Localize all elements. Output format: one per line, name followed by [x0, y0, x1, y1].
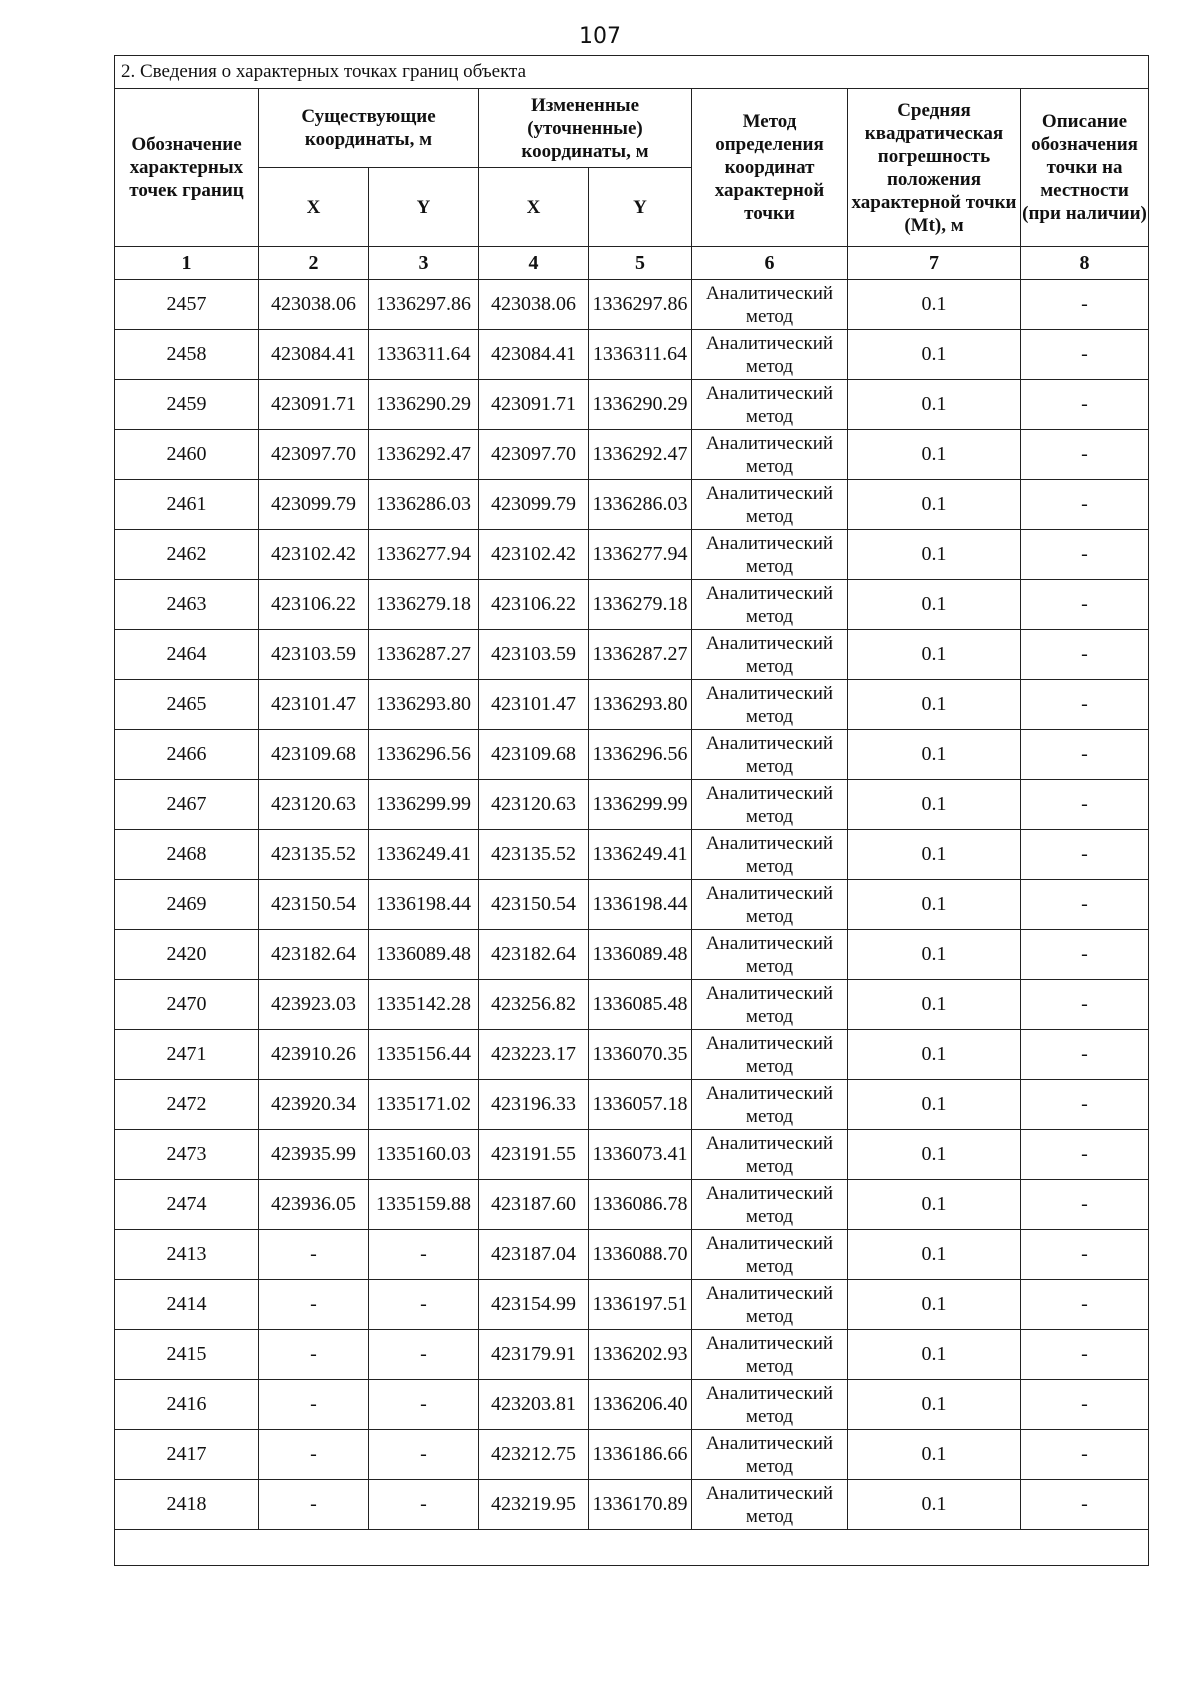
changed-x-cell: 423154.99 [479, 1280, 589, 1330]
section-title: 2. Сведения о характерных точках границ объекта [115, 56, 1149, 89]
existing-x-cell: - [259, 1480, 369, 1530]
description-cell: - [1021, 980, 1149, 1030]
header-rmse: Средняя квадратическая погрешность положения характерной точки (Mt), м [848, 89, 1021, 247]
table-row [115, 1480, 1149, 1530]
rmse-cell: 0.1 [848, 1330, 1021, 1380]
description-cell: - [1021, 730, 1149, 780]
table-row [115, 1180, 1149, 1230]
header-changed-coords: Измененные (уточненные) координаты, м [479, 89, 692, 168]
changed-y-cell: 1336286.03 [589, 480, 692, 530]
existing-x-cell: - [259, 1380, 369, 1430]
existing-x-cell: 423923.03 [259, 980, 369, 1030]
column-number: 8 [1021, 247, 1149, 280]
changed-y-cell: 1336311.64 [589, 330, 692, 380]
method-cell: Аналитический метод [692, 1130, 848, 1180]
existing-x-cell: - [259, 1230, 369, 1280]
description-cell: - [1021, 380, 1149, 430]
existing-y-cell: - [369, 1280, 479, 1330]
description-cell: - [1021, 880, 1149, 930]
point-id-cell: 2418 [115, 1480, 259, 1530]
changed-y-cell: 1336197.51 [589, 1280, 692, 1330]
existing-y-cell: - [369, 1380, 479, 1430]
point-id-cell: 2464 [115, 630, 259, 680]
rmse-cell: 0.1 [848, 1180, 1021, 1230]
rmse-cell: 0.1 [848, 1480, 1021, 1530]
existing-x-cell: 423106.22 [259, 580, 369, 630]
changed-y-cell: 1336299.99 [589, 780, 692, 830]
description-cell: - [1021, 830, 1149, 880]
table-row [115, 330, 1149, 380]
changed-x-cell: 423196.33 [479, 1080, 589, 1130]
table-body [115, 280, 1149, 1530]
changed-y-cell: 1336073.41 [589, 1130, 692, 1180]
rmse-cell: 0.1 [848, 630, 1021, 680]
changed-x-cell: 423256.82 [479, 980, 589, 1030]
table-row [115, 1080, 1149, 1130]
method-cell: Аналитический метод [692, 1280, 848, 1330]
existing-x-cell: 423935.99 [259, 1130, 369, 1180]
rmse-cell: 0.1 [848, 1230, 1021, 1280]
description-cell: - [1021, 1230, 1149, 1280]
point-id-cell: 2465 [115, 680, 259, 730]
existing-y-cell: 1336293.80 [369, 680, 479, 730]
changed-x-cell: 423084.41 [479, 330, 589, 380]
rmse-cell: 0.1 [848, 530, 1021, 580]
rmse-cell: 0.1 [848, 1280, 1021, 1330]
boundary-points-table [114, 55, 1149, 1566]
existing-x-cell: 423091.71 [259, 380, 369, 430]
point-id-cell: 2461 [115, 480, 259, 530]
method-cell: Аналитический метод [692, 1430, 848, 1480]
point-id-cell: 2472 [115, 1080, 259, 1130]
header-designation: Обозначение характерных точек границ [115, 89, 259, 247]
method-cell: Аналитический метод [692, 680, 848, 730]
changed-y-cell: 1336198.44 [589, 880, 692, 930]
existing-x-cell: 423135.52 [259, 830, 369, 880]
method-cell: Аналитический метод [692, 430, 848, 480]
description-cell: - [1021, 1130, 1149, 1180]
existing-y-cell: 1336249.41 [369, 830, 479, 880]
table-row [115, 1030, 1149, 1080]
changed-y-cell: 1336287.27 [589, 630, 692, 680]
method-cell: Аналитический метод [692, 330, 848, 380]
existing-x-cell: 423936.05 [259, 1180, 369, 1230]
existing-y-cell: - [369, 1330, 479, 1380]
point-id-cell: 2457 [115, 280, 259, 330]
rmse-cell: 0.1 [848, 1030, 1021, 1080]
point-id-cell: 2467 [115, 780, 259, 830]
changed-y-cell: 1336292.47 [589, 430, 692, 480]
table-row [115, 1380, 1149, 1430]
changed-y-cell: 1336296.56 [589, 730, 692, 780]
point-id-cell: 2468 [115, 830, 259, 880]
changed-y-cell: 1336290.29 [589, 380, 692, 430]
existing-x-cell: 423038.06 [259, 280, 369, 330]
rmse-cell: 0.1 [848, 880, 1021, 930]
point-id-cell: 2462 [115, 530, 259, 580]
description-cell: - [1021, 430, 1149, 480]
existing-y-cell: - [369, 1480, 479, 1530]
existing-x-cell: 423097.70 [259, 430, 369, 480]
header-method: Метод определения координат характерной точки [692, 89, 848, 247]
column-number: 5 [589, 247, 692, 280]
rmse-cell: 0.1 [848, 580, 1021, 630]
method-cell: Аналитический метод [692, 980, 848, 1030]
table-row [115, 1430, 1149, 1480]
rmse-cell: 0.1 [848, 730, 1021, 780]
changed-x-cell: 423109.68 [479, 730, 589, 780]
description-cell: - [1021, 780, 1149, 830]
changed-x-cell: 423091.71 [479, 380, 589, 430]
changed-x-cell: 423182.64 [479, 930, 589, 980]
existing-y-cell: 1335160.03 [369, 1130, 479, 1180]
table-row [115, 780, 1149, 830]
header-existing-y: Y [369, 168, 479, 247]
rmse-cell: 0.1 [848, 380, 1021, 430]
rmse-cell: 0.1 [848, 930, 1021, 980]
existing-y-cell: 1336286.03 [369, 480, 479, 530]
table-row [115, 930, 1149, 980]
changed-y-cell: 1336057.18 [589, 1080, 692, 1130]
table-row [115, 580, 1149, 630]
method-cell: Аналитический метод [692, 780, 848, 830]
point-id-cell: 2420 [115, 930, 259, 980]
table-row [115, 1230, 1149, 1280]
header-changed-y: Y [589, 168, 692, 247]
rmse-cell: 0.1 [848, 330, 1021, 380]
existing-x-cell: - [259, 1430, 369, 1480]
existing-y-cell: 1336089.48 [369, 930, 479, 980]
description-cell: - [1021, 1030, 1149, 1080]
point-id-cell: 2470 [115, 980, 259, 1030]
header-description: Описание обозначения точки на местности (при наличии) [1021, 89, 1149, 247]
description-cell: - [1021, 480, 1149, 530]
point-id-cell: 2473 [115, 1130, 259, 1180]
existing-y-cell: 1336296.56 [369, 730, 479, 780]
existing-y-cell: 1336279.18 [369, 580, 479, 630]
changed-y-cell: 1336089.48 [589, 930, 692, 980]
changed-x-cell: 423191.55 [479, 1130, 589, 1180]
changed-y-cell: 1336249.41 [589, 830, 692, 880]
rmse-cell: 0.1 [848, 680, 1021, 730]
description-cell: - [1021, 1330, 1149, 1380]
point-id-cell: 2458 [115, 330, 259, 380]
description-cell: - [1021, 580, 1149, 630]
changed-x-cell: 423179.91 [479, 1330, 589, 1380]
method-cell: Аналитический метод [692, 380, 848, 430]
existing-y-cell: 1336299.99 [369, 780, 479, 830]
existing-x-cell: 423099.79 [259, 480, 369, 530]
method-cell: Аналитический метод [692, 1330, 848, 1380]
changed-x-cell: 423223.17 [479, 1030, 589, 1080]
changed-x-cell: 423103.59 [479, 630, 589, 680]
description-cell: - [1021, 1430, 1149, 1480]
method-cell: Аналитический метод [692, 530, 848, 580]
existing-x-cell: 423910.26 [259, 1030, 369, 1080]
changed-y-cell: 1336088.70 [589, 1230, 692, 1280]
rmse-cell: 0.1 [848, 1380, 1021, 1430]
table-row [115, 730, 1149, 780]
rmse-cell: 0.1 [848, 1080, 1021, 1130]
description-cell: - [1021, 1280, 1149, 1330]
changed-y-cell: 1336186.66 [589, 1430, 692, 1480]
method-cell: Аналитический метод [692, 280, 848, 330]
description-cell: - [1021, 280, 1149, 330]
point-id-cell: 2474 [115, 1180, 259, 1230]
description-cell: - [1021, 330, 1149, 380]
table-row [115, 830, 1149, 880]
changed-y-cell: 1336202.93 [589, 1330, 692, 1380]
rmse-cell: 0.1 [848, 280, 1021, 330]
changed-y-cell: 1336086.78 [589, 1180, 692, 1230]
existing-x-cell: 423101.47 [259, 680, 369, 730]
existing-y-cell: 1336290.29 [369, 380, 479, 430]
changed-y-cell: 1336170.89 [589, 1480, 692, 1530]
point-id-cell: 2469 [115, 880, 259, 930]
method-cell: Аналитический метод [692, 480, 848, 530]
existing-y-cell: 1336287.27 [369, 630, 479, 680]
changed-x-cell: 423203.81 [479, 1380, 589, 1430]
table-row [115, 1330, 1149, 1380]
method-cell: Аналитический метод [692, 930, 848, 980]
existing-x-cell: 423920.34 [259, 1080, 369, 1130]
changed-x-cell: 423212.75 [479, 1430, 589, 1480]
rmse-cell: 0.1 [848, 480, 1021, 530]
table-row [115, 380, 1149, 430]
changed-x-cell: 423106.22 [479, 580, 589, 630]
point-id-cell: 2414 [115, 1280, 259, 1330]
changed-x-cell: 423187.60 [479, 1180, 589, 1230]
method-cell: Аналитический метод [692, 1230, 848, 1280]
column-number: 7 [848, 247, 1021, 280]
existing-x-cell: 423109.68 [259, 730, 369, 780]
description-cell: - [1021, 930, 1149, 980]
table-row [115, 280, 1149, 330]
rmse-cell: 0.1 [848, 780, 1021, 830]
table-row [115, 680, 1149, 730]
rmse-cell: 0.1 [848, 830, 1021, 880]
existing-y-cell: 1336277.94 [369, 530, 479, 580]
changed-y-cell: 1336293.80 [589, 680, 692, 730]
existing-x-cell: 423120.63 [259, 780, 369, 830]
changed-y-cell: 1336085.48 [589, 980, 692, 1030]
method-cell: Аналитический метод [692, 1080, 848, 1130]
existing-x-cell: 423102.42 [259, 530, 369, 580]
existing-y-cell: 1335142.28 [369, 980, 479, 1030]
method-cell: Аналитический метод [692, 580, 848, 630]
point-id-cell: 2463 [115, 580, 259, 630]
existing-y-cell: 1336198.44 [369, 880, 479, 930]
changed-y-cell: 1336206.40 [589, 1380, 692, 1430]
existing-x-cell: 423182.64 [259, 930, 369, 980]
method-cell: Аналитический метод [692, 630, 848, 680]
rmse-cell: 0.1 [848, 430, 1021, 480]
description-cell: - [1021, 630, 1149, 680]
changed-x-cell: 423219.95 [479, 1480, 589, 1530]
method-cell: Аналитический метод [692, 1030, 848, 1080]
existing-y-cell: 1336311.64 [369, 330, 479, 380]
description-cell: - [1021, 1480, 1149, 1530]
changed-x-cell: 423099.79 [479, 480, 589, 530]
page-number: 107 [579, 24, 621, 49]
description-cell: - [1021, 1380, 1149, 1430]
description-cell: - [1021, 1180, 1149, 1230]
table-row [115, 480, 1149, 530]
point-id-cell: 2460 [115, 430, 259, 480]
existing-x-cell: 423150.54 [259, 880, 369, 930]
existing-y-cell: 1335171.02 [369, 1080, 479, 1130]
existing-y-cell: - [369, 1430, 479, 1480]
method-cell: Аналитический метод [692, 730, 848, 780]
table-row [115, 630, 1149, 680]
column-number: 6 [692, 247, 848, 280]
column-number: 4 [479, 247, 589, 280]
column-number: 2 [259, 247, 369, 280]
description-cell: - [1021, 1080, 1149, 1130]
point-id-cell: 2459 [115, 380, 259, 430]
method-cell: Аналитический метод [692, 880, 848, 930]
changed-x-cell: 423097.70 [479, 430, 589, 480]
existing-y-cell: 1335159.88 [369, 1180, 479, 1230]
existing-y-cell: 1335156.44 [369, 1030, 479, 1080]
header-changed-x: X [479, 168, 589, 247]
table-row [115, 1130, 1149, 1180]
table-row [115, 430, 1149, 480]
point-id-cell: 2416 [115, 1380, 259, 1430]
point-id-cell: 2417 [115, 1430, 259, 1480]
changed-x-cell: 423120.63 [479, 780, 589, 830]
changed-y-cell: 1336279.18 [589, 580, 692, 630]
existing-y-cell: 1336292.47 [369, 430, 479, 480]
empty-footer-row [115, 1530, 1149, 1566]
existing-x-cell: 423084.41 [259, 330, 369, 380]
table-row [115, 530, 1149, 580]
existing-x-cell: 423103.59 [259, 630, 369, 680]
changed-x-cell: 423150.54 [479, 880, 589, 930]
header-existing-x: X [259, 168, 369, 247]
method-cell: Аналитический метод [692, 1380, 848, 1430]
changed-y-cell: 1336297.86 [589, 280, 692, 330]
changed-x-cell: 423102.42 [479, 530, 589, 580]
rmse-cell: 0.1 [848, 1430, 1021, 1480]
rmse-cell: 0.1 [848, 980, 1021, 1030]
method-cell: Аналитический метод [692, 1180, 848, 1230]
method-cell: Аналитический метод [692, 1480, 848, 1530]
point-id-cell: 2415 [115, 1330, 259, 1380]
existing-x-cell: - [259, 1330, 369, 1380]
header-existing-coords: Существующие координаты, м [259, 89, 479, 168]
existing-x-cell: - [259, 1280, 369, 1330]
column-number: 3 [369, 247, 479, 280]
method-cell: Аналитический метод [692, 830, 848, 880]
changed-x-cell: 423187.04 [479, 1230, 589, 1280]
changed-x-cell: 423038.06 [479, 280, 589, 330]
description-cell: - [1021, 680, 1149, 730]
table-row [115, 980, 1149, 1030]
point-id-cell: 2466 [115, 730, 259, 780]
changed-y-cell: 1336277.94 [589, 530, 692, 580]
existing-y-cell: 1336297.86 [369, 280, 479, 330]
column-number: 1 [115, 247, 259, 280]
changed-x-cell: 423135.52 [479, 830, 589, 880]
changed-y-cell: 1336070.35 [589, 1030, 692, 1080]
table-row [115, 880, 1149, 930]
table-row [115, 1280, 1149, 1330]
description-cell: - [1021, 530, 1149, 580]
existing-y-cell: - [369, 1230, 479, 1280]
rmse-cell: 0.1 [848, 1130, 1021, 1180]
point-id-cell: 2413 [115, 1230, 259, 1280]
point-id-cell: 2471 [115, 1030, 259, 1080]
changed-x-cell: 423101.47 [479, 680, 589, 730]
